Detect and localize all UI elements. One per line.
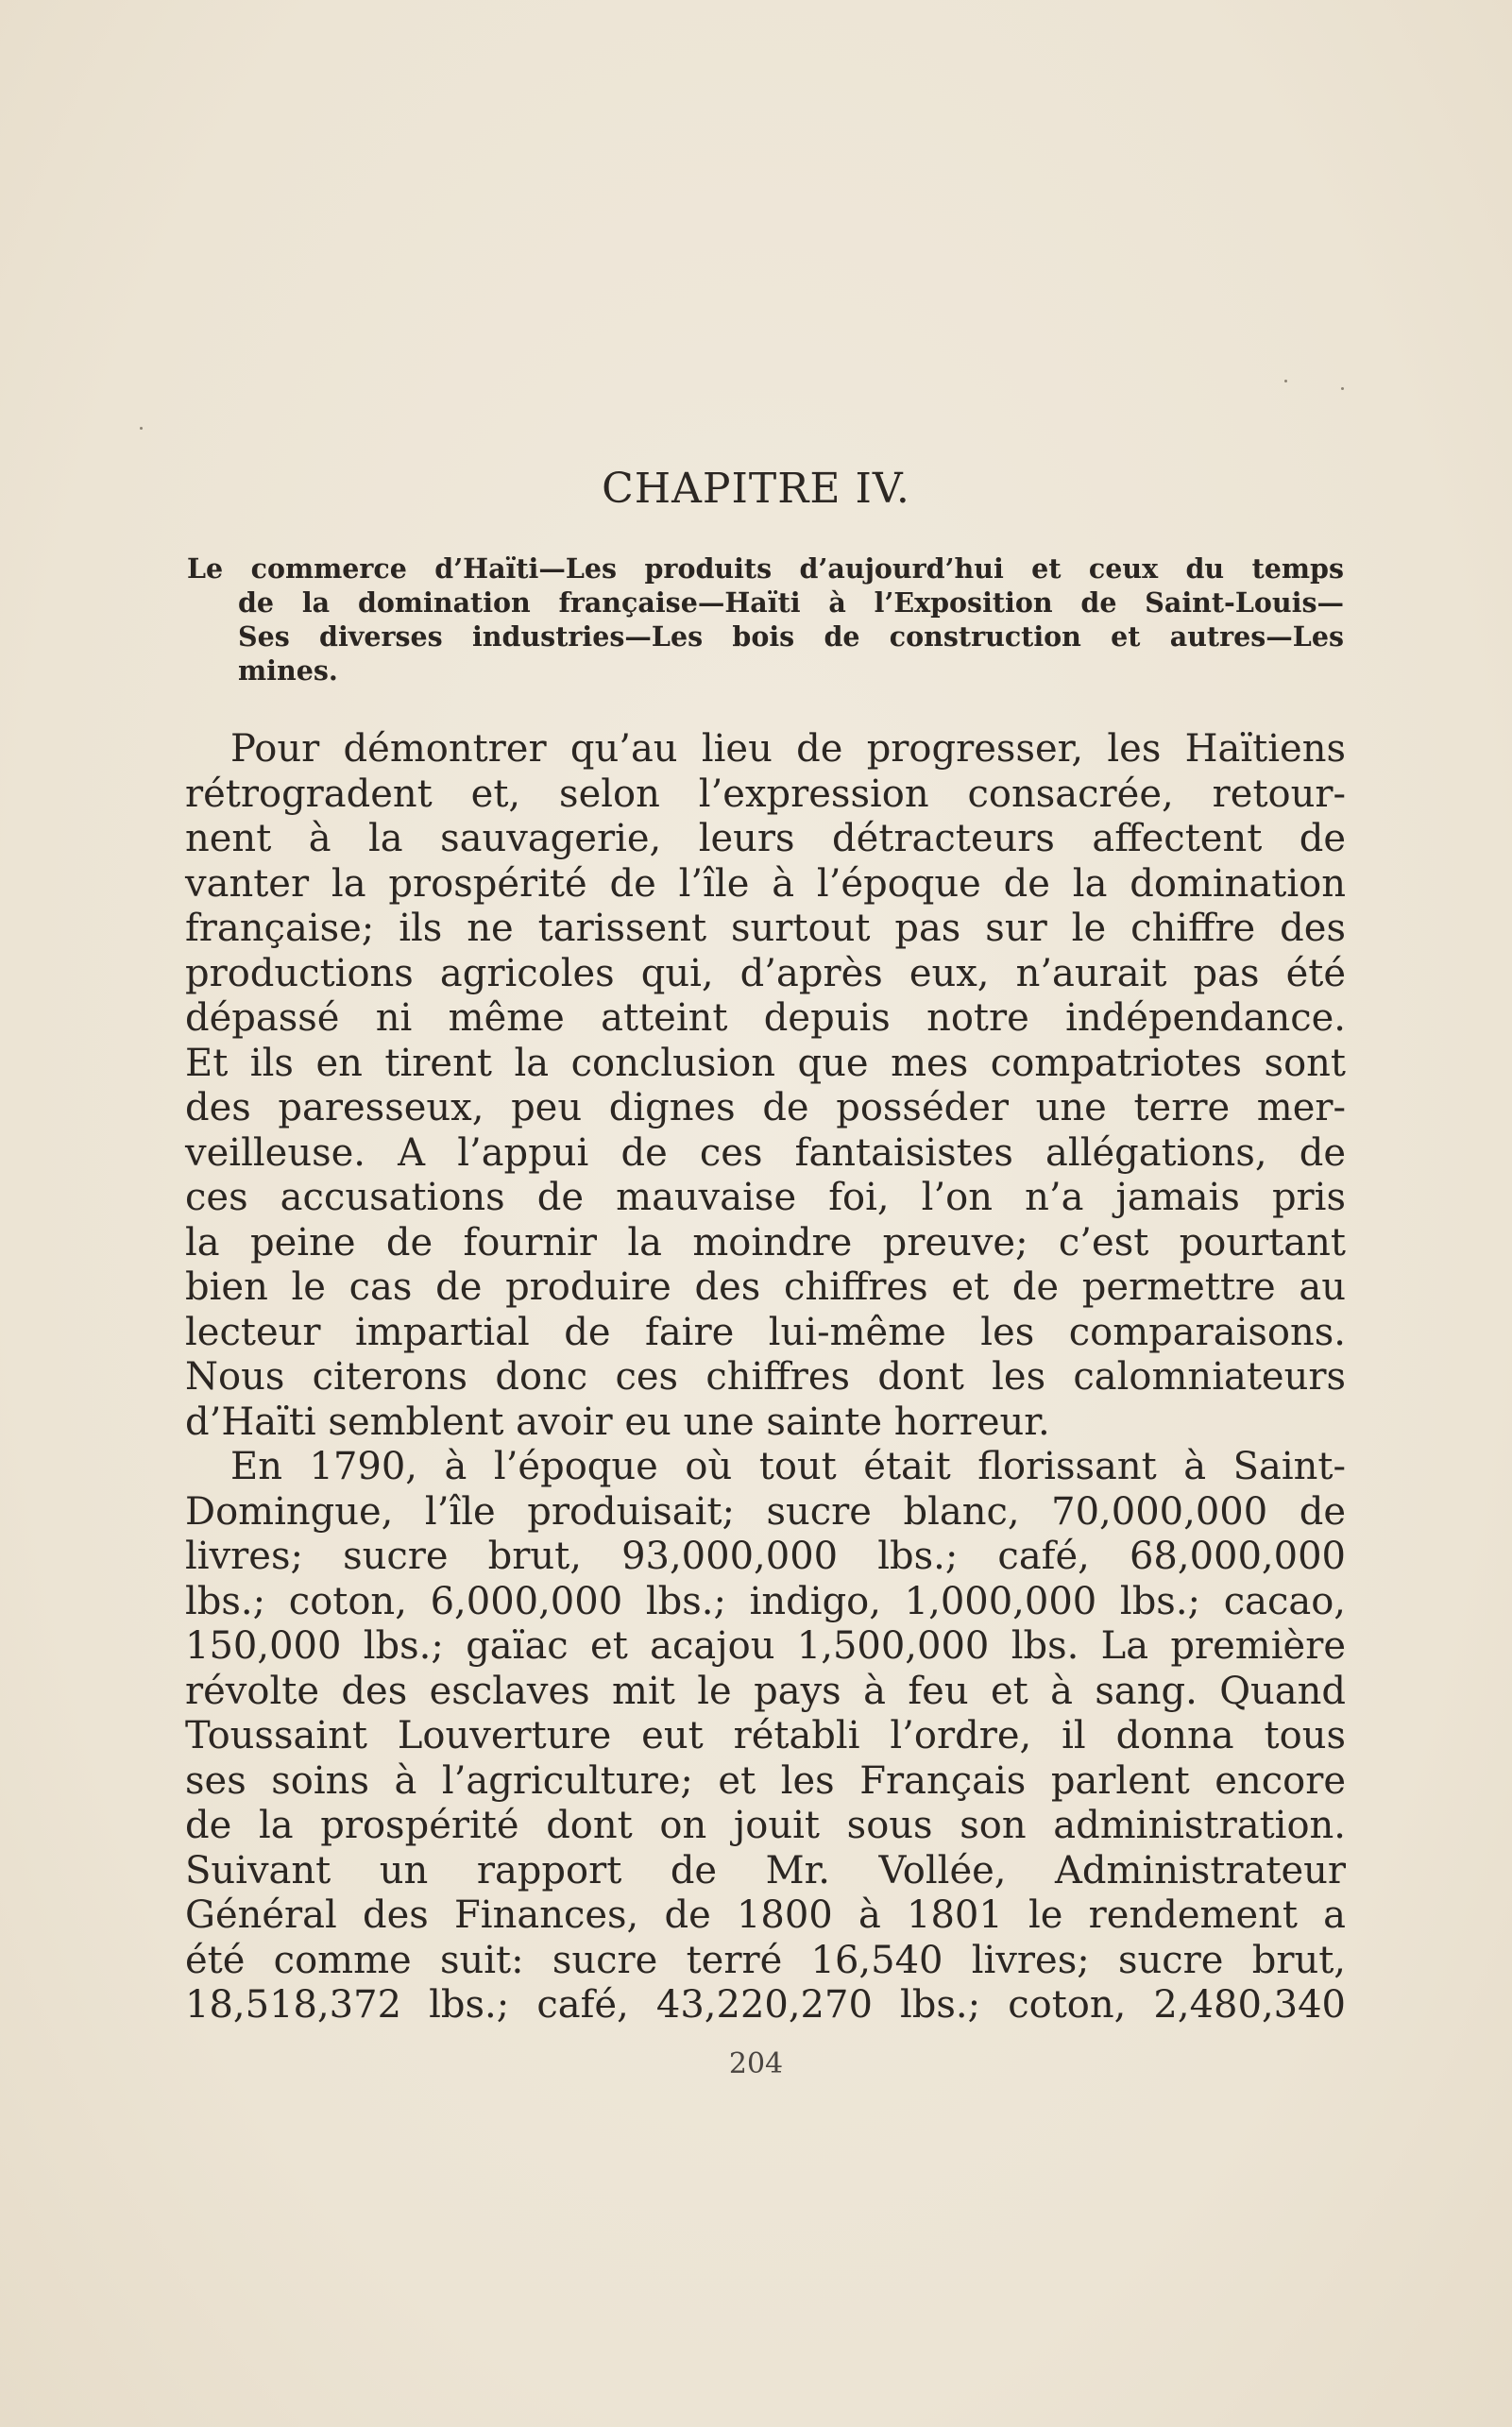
summary-line: Le commerce d’Haïti—Les produits d’aujourd’hui et ceux du temps [187,552,1344,585]
text-line: d’Haïti semblent avoir eu une sainte horreur. [185,1400,1050,1444]
body-text [185,727,1346,2028]
text-line: En 1790, à l’époque où tout était florissant à Saint- [230,1445,1346,1488]
text-line: lecteur impartial de faire lui-même les comparaisons. [185,1310,1346,1354]
text-line: Pour démontrer qu’au lieu de progresser, les Haïtiens [230,727,1346,771]
text-line: nent à la sauvagerie, leurs détracteurs affectent de [185,817,1346,860]
text-line: de la prospérité dont on jouit sous son administration. [185,1804,1346,1847]
text-line: été comme suit: sucre terré 16,540 livres; sucre brut, [185,1938,1346,1982]
text-line: productions agricoles qui, d’après eux, n’aurait pas été [185,951,1346,995]
text-line: Domingue, l’île produisait; sucre blanc, 70,000,000 de [185,1489,1346,1534]
text-line: rétrogradent et, selon l’expression consacrée, retour- [185,772,1346,816]
text-line: révolte des esclaves mit le pays à feu et à sang. Quand [185,1669,1346,1713]
text-line: Nous citerons donc ces chiffres dont les calomniateurs [185,1355,1346,1399]
text-line: 150,000 lbs.; gaïac et acajou 1,500,000 lbs. La première [185,1624,1346,1668]
text-line: livres; sucre brut, 93,000,000 lbs.; café, 68,000,000 [185,1535,1346,1578]
text-line: bien le cas de produire des chiffres et de permettre au [185,1265,1346,1309]
summary-line: mines. [238,654,338,687]
text-line: ses soins à l’agriculture; et les Français parlent encore [185,1758,1346,1803]
text-line: des paresseux, peu dignes de posséder une terre mer- [185,1086,1346,1129]
paragraph-1 [185,727,1346,1445]
text-line: lbs.; coton, 6,000,000 lbs.; indigo, 1,000,000 lbs.; cacao, [185,1579,1346,1623]
text-line: Et ils en tirent la conclusion que mes compatriotes sont [185,1041,1346,1085]
summary-line: de la domination française—Haïti à l’Exposition de Saint-Louis— [238,586,1344,619]
text-line: 18,518,372 lbs.; café, 43,220,270 lbs.; coton, 2,480,340 [185,1983,1346,2027]
page-number: 204 [728,2047,784,2080]
text-line: la peine de fournir la moindre preuve; c’est pourtant [185,1220,1346,1264]
summary-line: Ses diverses industries—Les bois de construction et autres—Les [238,620,1344,653]
text-line: Suivant un rapport de Mr. Vollée, Administrateur [185,1848,1346,1892]
text-line: dépassé ni même atteint depuis notre indépendance. [185,996,1346,1040]
paper-speck [1284,380,1287,382]
paper-speck [140,427,143,430]
text-line: vanter la prospérité de l’île à l’époque de la domination [185,861,1346,906]
chapter-summary [187,552,1344,687]
text-line: Général des Finances, de 1800 à 1801 le rendement a [185,1893,1346,1937]
paper-speck [1341,387,1344,390]
chapter-title: CHAPITRE IV. [602,465,910,513]
text-line: veilleuse. A l’appui de ces fantaisistes allégations, de [185,1130,1346,1175]
text-line: ces accusations de mauvaise foi, l’on n’a jamais pris [185,1176,1346,1219]
text-line: française; ils ne tarissent surtout pas sur le chiffre des [185,907,1346,950]
paragraph-2 [185,1445,1346,2028]
text-line: Toussaint Louverture eut rétabli l’ordre, il donna tous [185,1714,1346,1757]
